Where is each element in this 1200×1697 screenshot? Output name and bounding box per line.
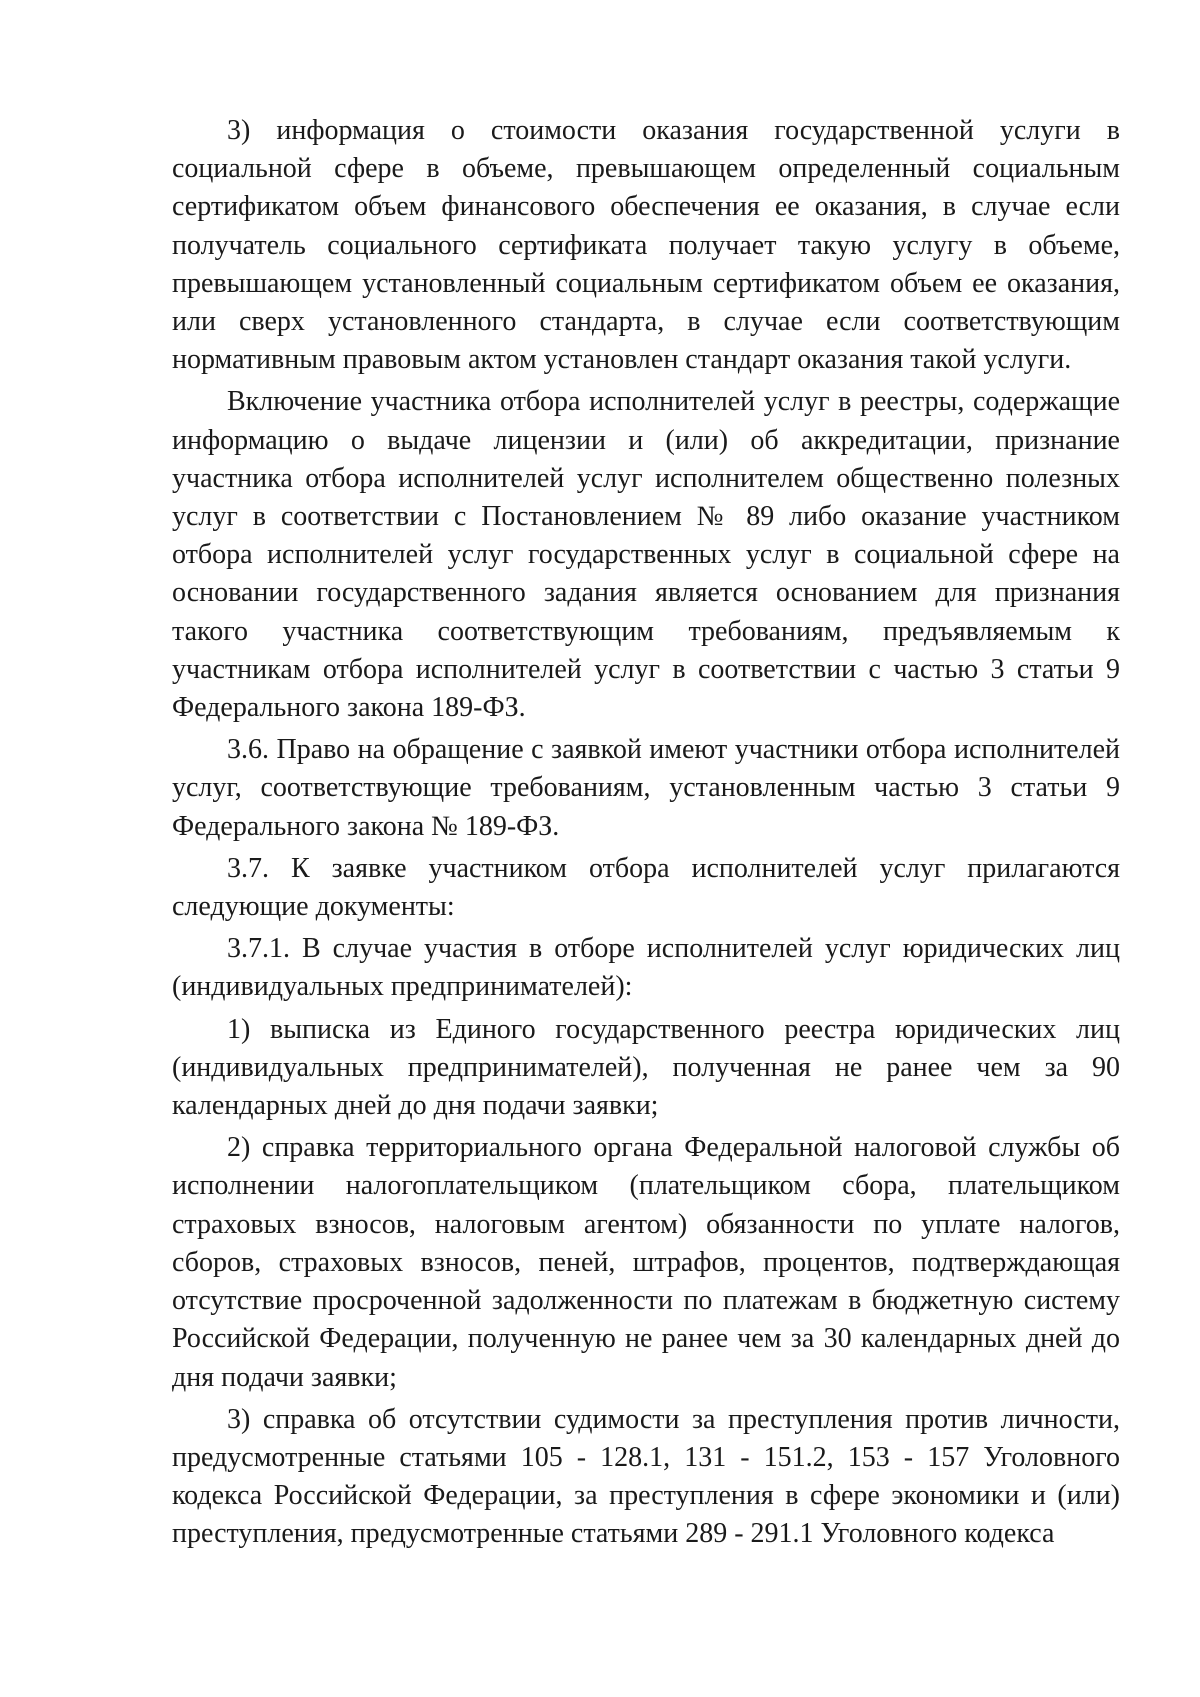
paragraph-item-3-cost-info: 3) информация о стоимости оказания государственной услуги в социальной сфере в объеме, превышающем определенный социальным сертификатом объем финансового обеспечения ее оказания, в случае если получатель социального сертификата получает такую услугу в объеме, превышающем установленный социальным сертификатом объем ее оказания, или сверх установленного стандарта, в случае если соответствующим нормативным правовым актом установлен стандарт оказания такой услуги. bbox=[172, 115, 1120, 376]
paragraph-item-3-criminal-record: 3) справка об отсутствии судимости за преступления против личности, предусмотренные статьями 105 - 128.1, 131 - 151.2, 153 - 157 Уголовного кодекса Российской Федерации, за преступления в сфере экономики и (или) преступления, предусмотренные статьями 289 - 291.1 Уголовного кодекса bbox=[172, 1403, 1120, 1550]
paragraph-item-2-tax-certificate: 2) справка территориального органа Федеральной налоговой службы об исполнении налогоплательщиком (плательщиком сбора, плательщиком страховых взносов, налоговым агентом) обязанности по уплате налогов, сборов, страховых взносов, пеней, штрафов, процентов, подтверждающая отсутствие просроченной задолженности по платежам в бюджетную систему Российской Федерации, полученную не ранее чем за 30 календарных дней до дня подачи заявки; bbox=[172, 1132, 1120, 1393]
paragraph-registry-inclusion: Включение участника отбора исполнителей услуг в реестры, содержащие информацию о выдаче лицензии и (или) об аккредитации, признание участника отбора исполнителей услуг исполнителем общественно полезных услуг в соответствии с Постановлением № 89 либо оказание участником отбора исполнителей услуг государственных услуг в социальной сфере на основании государственного задания является основанием для признания такого участника соответствующим требованиям, предъявляемым к участникам отбора исполнителей услуг в соответствии с частью 3 статьи 9 Федерального закона 189-ФЗ. bbox=[172, 386, 1120, 724]
paragraph-item-1-registry-extract: 1) выписка из Единого государственного реестра юридических лиц (индивидуальных предпринимателей), полученная не ранее чем за 90 календарных дней до дня подачи заявки; bbox=[172, 1013, 1120, 1122]
document-page bbox=[172, 112, 1120, 1558]
paragraph-3-7-attached-documents: 3.7. К заявке участником отбора исполнителей услуг прилагаются следующие документы: bbox=[172, 852, 1120, 923]
paragraph-3-7-1-legal-entities: 3.7.1. В случае участия в отборе исполнителей услуг юридических лиц (индивидуальных предпринимателей): bbox=[172, 933, 1120, 1003]
paragraph-3-6-right-to-apply: 3.6. Право на обращение с заявкой имеют участники отбора исполнителей услуг, соответствующие требованиям, установленным частью 3 статьи 9 Федерального закона № 189-ФЗ. bbox=[172, 734, 1120, 842]
